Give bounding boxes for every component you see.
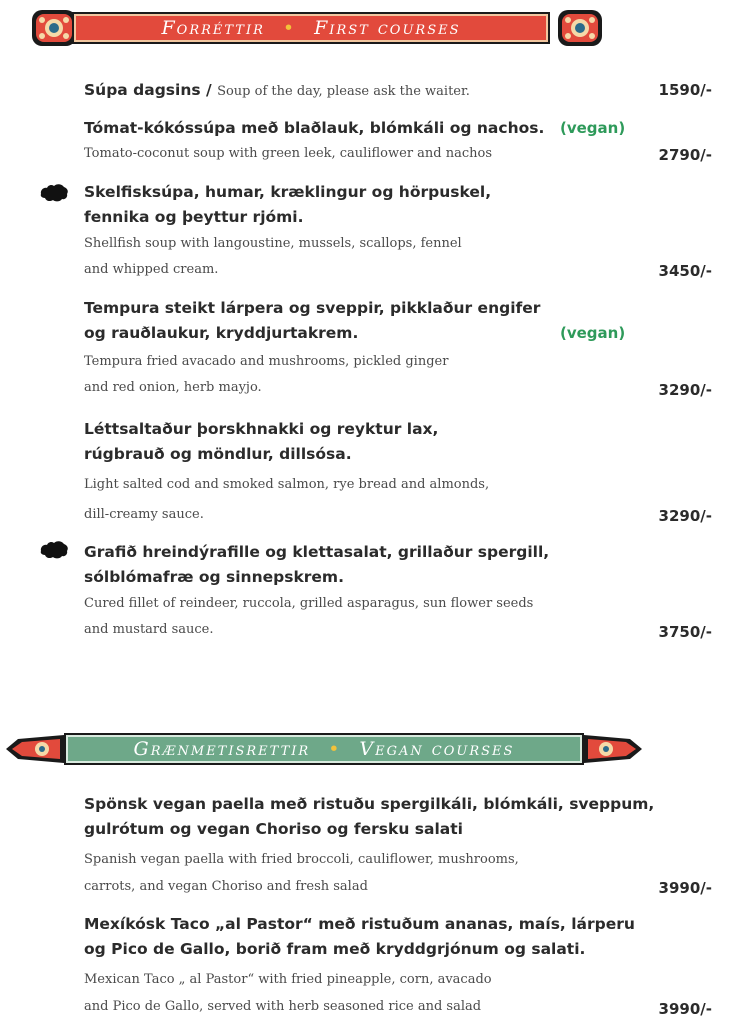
item-price: 3750/- [658,623,712,641]
item-title-line: sólblómafræ og sinnepskrem. [84,568,344,586]
vegan-tag: (vegan) [560,324,626,342]
item-description-line: and whipped cream. [84,262,219,277]
iceland-map-icon [38,181,70,205]
banner-separator: • [282,17,297,39]
item-title-line: Léttsaltaður þorskhnakki og reyktur lax, [84,420,439,438]
item-price: 3290/- [658,381,712,399]
banner-separator: • [328,738,342,760]
item-description-line: Light salted cod and smoked salmon, rye bread and almonds, [84,477,490,492]
vegan-tag: (vegan) [560,119,626,137]
item-description: Tomato-coconut soup with green leek, cauliflower and nachos [84,146,493,161]
item-title [84,78,714,104]
banner-title-right: Vegan courses [359,738,515,760]
item-title-line: Spönsk vegan paella með ristuðu spergilkáli, blómkáli, sveppum, [84,795,655,813]
item-inline-description: Soup of the day, please ask the waiter. [217,84,470,99]
item-price: 1590/- [658,81,712,99]
item-price: 3990/- [658,879,712,897]
item-description-line: and mustard sauce. [84,622,214,637]
item-title-text: Súpa dagsins / [84,81,212,99]
banner-title-left: Grænmetisrettir [133,738,311,760]
item-title-line: og rauðlaukur, kryddjurtakrem. [84,324,359,342]
banner-title [64,733,584,765]
banner-title-left: Forréttir [161,17,265,39]
item-description-line: carrots, and vegan Choriso and fresh salad [84,879,368,894]
item-description-line: dill-creamy sauce. [84,507,204,522]
item-title-line: og Pico de Gallo, borið fram með kryddgrjónum og salati. [84,940,586,958]
item-title-line: Mexíkósk Taco „al Pastor“ með ristuðum ananas, maís, lárperu [84,915,635,933]
item-title: Tómat-kókóssúpa með blaðlauk, blómkáli og nachos. [84,119,545,137]
item-description-line: and red onion, herb mayjo. [84,380,262,395]
menu-item [84,78,714,104]
right-ornament-icon [582,729,644,769]
item-price: 3990/- [658,1000,712,1018]
menu-item [84,417,714,530]
item-description-line: Spanish vegan paella with fried broccoli, cauliflower, mushrooms, [84,852,519,867]
item-description-line: Tempura fried avacado and mushrooms, pickled ginger [84,354,449,369]
banner-title [72,12,550,44]
menu-item [84,296,714,401]
item-title-line: gulrótum og vegan Choriso og fersku salati [84,820,463,838]
item-description-line: Shellfish soup with langoustine, mussels, scallops, fennel [84,236,462,251]
menu-item [84,180,714,283]
menu-item [84,540,714,643]
item-title-line: fennika og þeyttur rjómi. [84,208,304,226]
right-ornament-icon [554,8,606,48]
item-description-line: and Pico de Gallo, served with herb seasoned rice and salad [84,999,482,1014]
iceland-map-icon [38,538,70,562]
item-description-line: Mexican Taco „ al Pastor“ with fried pineapple, corn, avacado [84,972,492,987]
section-header-first-courses [28,8,594,48]
item-price: 3450/- [658,262,712,280]
banner-title-right: First courses [314,17,461,39]
item-price: 2790/- [658,146,712,164]
item-title-line: Skelfisksúpa, humar, kræklingur og hörpuskel, [84,183,492,201]
item-title-line: rúgbrauð og möndlur, dillsósa. [84,445,352,463]
section-header-vegan-courses [4,729,644,769]
item-price: 3290/- [658,507,712,525]
menu-item [84,792,714,900]
left-ornament-icon [4,729,68,769]
item-title-line: Tempura steikt lárpera og sveppir, pikklaður engifer [84,299,541,317]
item-title-line: Grafið hreindýrafille og klettasalat, grillaður spergill, [84,543,550,561]
menu-item [84,912,714,1020]
item-description-line: Cured fillet of reindeer, ruccola, grilled asparagus, sun flower seeds [84,596,534,611]
